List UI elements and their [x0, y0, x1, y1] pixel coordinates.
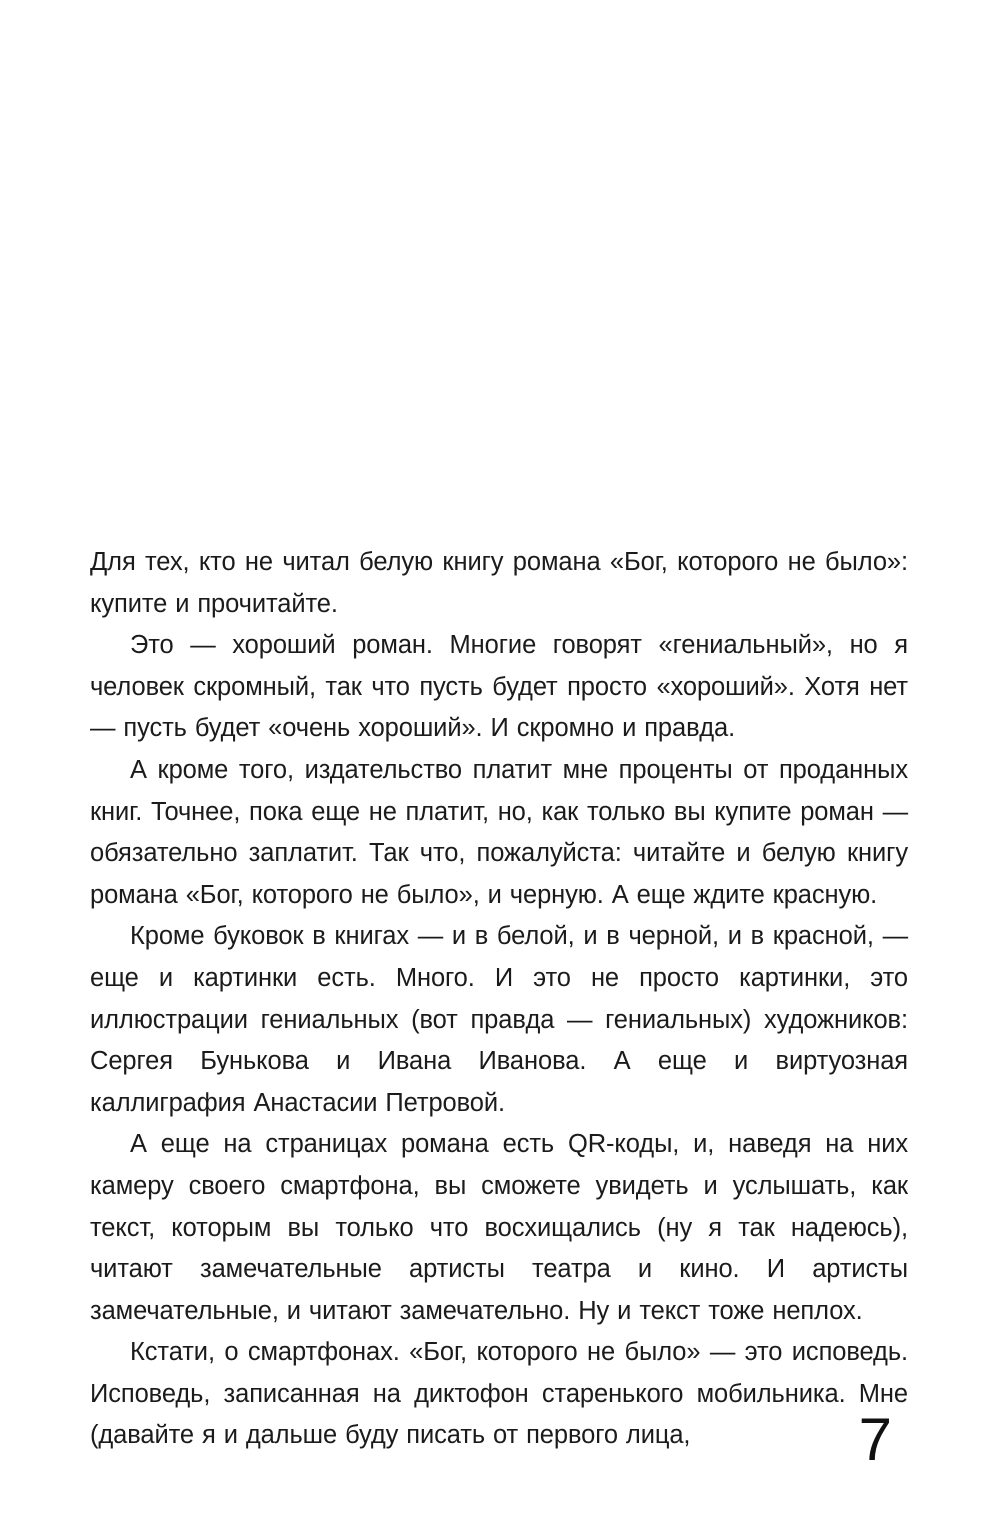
- paragraph-3: А кроме того, издательство платит мне проценты от проданных книг. Точнее, пока еще не платит, но, как только вы купите роман — обязательно заплатит. Так что, пожалуйста: читайте и белую книгу романа «Бог, которого не было», и черную. А еще ждите красную.: [90, 755, 908, 909]
- paragraph-4: Кроме буковок в книгах — и в белой, и в черной, и в красной, — еще и картинки есть. Много. И это не просто картинки, это иллюстрации гениальных (вот правда — гениальных) художников: Сергея Бунькова и Ивана Иванова. А еще и виртуозная каллиграфия Анастасии Петровой.: [90, 922, 908, 1117]
- paragraph-2: Это — хороший роман. Многие говорят «гениальный», но я человек скромный, так что пусть будет просто «хороший». Хотя нет — пусть будет «очень хороший». И скромно и правда.: [90, 631, 908, 743]
- paragraph-5: А еще на страницах романа есть QR-коды, и, наведя на них камеру своего смартфона, вы сможете увидеть и услышать, как текст, которым вы только что восхищались (ну я так надеюсь), читают замечательные артисты театра и кино. И артисты замечательные, и читают замечательно. Ну и текст тоже неплох.: [90, 1130, 908, 1325]
- paragraph-1: Для тех, кто не читал белую книгу романа «Бог, которого не было»: купите и прочитайте.: [90, 548, 908, 618]
- page-number: 7: [858, 1406, 892, 1473]
- paragraph-6: Кстати, о смартфонах. «Бог, которого не было» — это исповедь. Исповедь, записанная на диктофон старенького мобильника. Мне (давайте я и дальше буду писать от первого лица,: [90, 1338, 908, 1450]
- body-text: [90, 542, 908, 1457]
